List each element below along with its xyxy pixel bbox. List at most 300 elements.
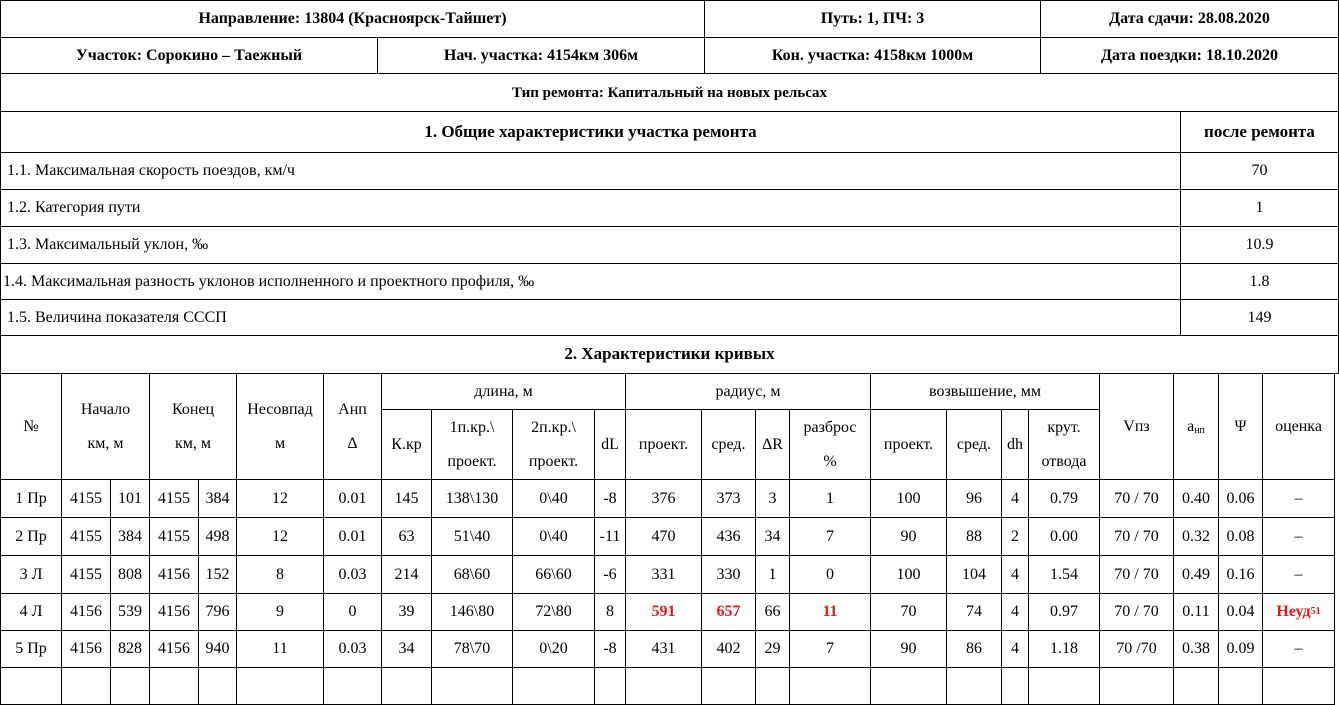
curve-value-r-delta: 29 <box>764 640 781 658</box>
curve-value-e-km: 4156 <box>158 640 190 658</box>
col-header-kkr: К.кр <box>382 410 432 480</box>
curve-cell-e-m <box>199 556 237 594</box>
curve-cell-num <box>0 480 62 518</box>
curve-cell-pk2 <box>513 631 595 668</box>
curve-value-grade: Неуд <box>1276 603 1311 621</box>
curve-cell-e-m <box>199 631 237 668</box>
curve-value-vpz: 70 /70 <box>1116 640 1157 658</box>
empty-cell <box>1029 668 1100 705</box>
direction-label: Направление: 13804 (Красноярск-Тайшет) <box>0 1 705 38</box>
curve-cell-psi <box>1219 594 1263 631</box>
curve-cell-s-m <box>111 480 150 518</box>
curve-value-pk1: 51\40 <box>453 527 491 545</box>
curve-value-s-m: 539 <box>118 603 142 621</box>
curve-value-kkr: 39 <box>398 603 415 621</box>
curve-value-e-m: 152 <box>205 565 230 583</box>
curve-value-e-dh: 4 <box>1011 489 1019 507</box>
col-header-radius-spread <box>790 410 871 480</box>
curve-cell-pk1 <box>432 518 513 556</box>
curve-cell-r-avg <box>702 556 756 594</box>
curve-cell-a <box>1174 518 1219 556</box>
curve-value-e-m: 796 <box>205 603 230 621</box>
col-header-radius-proj: проект. <box>626 410 702 480</box>
curve-value-e-proj: 90 <box>900 640 917 658</box>
empty-cell <box>1174 668 1219 705</box>
curve-value-psi: 0.09 <box>1226 640 1255 658</box>
empty-cell <box>111 668 150 705</box>
col-header-elev-proj: проект. <box>871 410 947 480</box>
section-start-label: Нач. участка: 4154км 306м <box>378 38 705 74</box>
curve-value-dl: -11 <box>599 527 621 545</box>
curve-cell-e-m <box>199 480 237 518</box>
curve-value-a: 0.40 <box>1182 489 1210 507</box>
curve-cell-r-spread <box>790 631 871 668</box>
curve-cell-e-m <box>199 594 237 631</box>
curve-value-a: 0.38 <box>1182 640 1210 658</box>
curve-value-r-spread: 7 <box>826 640 834 658</box>
curve-value-grade: – <box>1294 565 1303 583</box>
empty-cell <box>790 668 871 705</box>
curve-value-s-km: 4155 <box>70 527 102 545</box>
curve-cell-r-delta <box>756 631 790 668</box>
curve-value-pk2: 0\40 <box>539 489 568 507</box>
empty-cell <box>626 668 702 705</box>
col-header-mismatch <box>237 374 324 480</box>
curve-value-kkr: 63 <box>398 527 415 545</box>
curve-value-dl: 8 <box>606 603 614 621</box>
curve-value-num: 3 Л <box>19 565 43 583</box>
curve-value-e-km: 4156 <box>158 603 190 621</box>
curve-cell-mismatch <box>237 631 324 668</box>
curve-row <box>0 556 1339 594</box>
after-repair-header: после ремонта <box>1181 112 1339 153</box>
curve-cell-anp <box>324 556 382 594</box>
col-header-end <box>150 374 237 480</box>
empty-cell <box>871 668 947 705</box>
curve-value-e-km: 4155 <box>158 527 190 545</box>
curves-section-title: 2. Характеристики кривых <box>0 336 1339 374</box>
col-header-anp <box>324 374 382 480</box>
curve-cell-r-avg <box>702 480 756 518</box>
col-header-pk1-line2: проект. <box>447 452 497 470</box>
curve-value-pk2: 66\60 <box>535 565 572 583</box>
curve-value-s-km: 4155 <box>70 565 102 583</box>
curve-value-r-delta: 1 <box>768 565 777 583</box>
curve-cell-psi <box>1219 518 1263 556</box>
col-header-elev-steep-line1: крут. <box>1047 418 1081 436</box>
curve-cell-r-avg <box>702 594 756 631</box>
curve-row <box>0 631 1339 668</box>
curve-cell-mismatch <box>237 594 324 631</box>
general-item-value: 10.9 <box>1181 227 1339 264</box>
curve-value-r-avg: 436 <box>716 527 741 545</box>
col-header-end-line2: км, м <box>174 434 212 452</box>
curve-value-vpz: 70 / 70 <box>1114 527 1159 545</box>
curve-value-pk2: 72\80 <box>535 603 572 621</box>
general-item-label: 1.2. Категория пути <box>0 190 1181 227</box>
empty-cell <box>947 668 1002 705</box>
curve-value-e-dh: 2 <box>1011 527 1019 545</box>
curve-value-e-steep: 0.97 <box>1050 603 1078 621</box>
curve-cell-grade <box>1263 480 1335 518</box>
curve-value-dl: -8 <box>603 489 617 507</box>
curve-cell-kkr <box>382 631 432 668</box>
empty-row <box>0 668 1339 705</box>
curve-value-e-proj: 70 <box>900 603 917 621</box>
curve-cell-r-delta <box>756 594 790 631</box>
general-item-label: 1.4. Максимальная разность уклонов исполненного и проектного профиля, ‰ <box>0 264 1181 300</box>
col-header-anp-line2: Δ <box>347 434 358 452</box>
curve-value-r-spread: 0 <box>826 565 834 583</box>
curve-value-psi: 0.04 <box>1226 603 1255 621</box>
col-header-mismatch-line2: м <box>274 434 286 452</box>
curve-cell-vpz <box>1100 518 1174 556</box>
col-header-end-line1: Конец <box>171 400 215 418</box>
curve-row <box>0 594 1339 631</box>
curve-value-r-spread: 7 <box>826 527 834 545</box>
col-header-mismatch-line1: Несовпад <box>247 400 313 418</box>
general-item-label: 1.5. Величина показателя СССП <box>0 300 1181 336</box>
curve-value-grade: – <box>1294 527 1303 545</box>
curve-value-e-dh: 4 <box>1011 565 1019 583</box>
curve-value-s-m: 808 <box>118 565 142 583</box>
curve-cell-e-avg <box>947 518 1002 556</box>
curve-value-pk1: 78\70 <box>453 640 491 658</box>
curve-value-anp: 0.03 <box>338 640 367 658</box>
col-header-pk1-line1: 1п.кр.\ <box>449 418 495 436</box>
curve-cell-e-km <box>150 594 199 631</box>
curve-cell-s-km <box>62 480 111 518</box>
repair-type-row <box>0 74 1339 112</box>
general-item-value: 1 <box>1181 190 1339 227</box>
curve-value-r-proj: 331 <box>651 565 676 583</box>
curve-cell-e-km <box>150 518 199 556</box>
general-item-label: 1.3. Максимальный уклон, ‰ <box>0 227 1181 264</box>
curve-cell-grade <box>1263 631 1335 668</box>
curve-value-dl: -8 <box>603 640 617 658</box>
general-section-title: 1. Общие характеристики участка ремонта <box>0 112 1181 153</box>
curve-row <box>0 518 1339 556</box>
curve-value-a: 0.11 <box>1182 603 1210 621</box>
curve-value-e-steep: 0.00 <box>1050 527 1078 545</box>
curve-cell-kkr <box>382 480 432 518</box>
curve-value-pk1: 146\80 <box>449 603 495 621</box>
curve-value-e-m: 940 <box>205 640 230 658</box>
empty-cell <box>199 668 237 705</box>
general-item-value: 149 <box>1181 300 1339 336</box>
curve-value-num: 1 Пр <box>15 489 47 507</box>
curve-cell-e-km <box>150 556 199 594</box>
col-header-grade: оценка <box>1263 374 1335 480</box>
curve-cell-pk2 <box>513 556 595 594</box>
curve-value-e-steep: 1.18 <box>1050 640 1078 658</box>
curve-cell-e-km <box>150 631 199 668</box>
curve-cell-e-steep <box>1029 556 1100 594</box>
col-header-a-sub: нп <box>1194 424 1205 436</box>
curve-value-mismatch: 12 <box>272 527 288 545</box>
curve-cell-r-proj <box>626 594 702 631</box>
curve-cell-e-steep <box>1029 518 1100 556</box>
curve-cell-e-proj <box>871 480 947 518</box>
empty-cell <box>150 668 199 705</box>
curve-value-pk2: 0\20 <box>539 640 568 658</box>
curve-value-mismatch: 9 <box>276 603 284 621</box>
curve-value-r-delta: 66 <box>764 603 781 621</box>
curve-cell-grade <box>1263 518 1335 556</box>
curve-cell-e-dh <box>1002 631 1029 668</box>
col-header-vpz: Vпз <box>1100 374 1174 480</box>
curve-value-r-proj: 376 <box>651 489 676 507</box>
curve-value-pk1: 138\130 <box>445 489 499 507</box>
curve-row <box>0 480 1339 518</box>
curve-cell-r-proj <box>626 556 702 594</box>
col-header-elev-steep-line2: отвода <box>1041 452 1087 470</box>
curve-value-e-dh: 4 <box>1011 603 1019 621</box>
curve-cell-s-km <box>62 556 111 594</box>
curve-cell-dl <box>595 631 626 668</box>
curve-cell-e-avg <box>947 480 1002 518</box>
track-label: Путь: 1, ПЧ: 3 <box>705 1 1041 38</box>
trip-date-label: Дата поездки: 18.10.2020 <box>1041 38 1339 74</box>
curve-cell-e-steep <box>1029 480 1100 518</box>
curve-cell-vpz <box>1100 480 1174 518</box>
curve-value-e-avg: 104 <box>962 565 986 583</box>
empty-cell <box>1219 668 1263 705</box>
curve-value-s-m: 828 <box>118 640 142 658</box>
curve-value-e-steep: 0.79 <box>1050 489 1078 507</box>
curve-value-r-avg: 373 <box>716 489 741 507</box>
curve-cell-psi <box>1219 631 1263 668</box>
curve-cell-pk1 <box>432 631 513 668</box>
curve-cell-r-spread <box>790 594 871 631</box>
col-header-start-line2: км, м <box>87 434 124 452</box>
curve-value-num: 2 Пр <box>15 527 47 545</box>
curve-cell-anp <box>324 480 382 518</box>
col-header-elev-avg: сред. <box>947 410 1002 480</box>
curve-cell-e-avg <box>947 631 1002 668</box>
curve-value-anp: 0.01 <box>338 489 367 507</box>
curve-value-vpz: 70 / 70 <box>1114 489 1159 507</box>
curve-value-e-m: 498 <box>205 527 230 545</box>
curve-value-e-proj: 90 <box>900 527 917 545</box>
col-header-start <box>62 374 150 480</box>
curve-value-r-spread: 11 <box>822 603 838 621</box>
col-header-radius-spread-line1: разброс <box>803 418 857 436</box>
repair-type-label: Тип ремонта: Капитальный на новых рельсах <box>0 74 1339 112</box>
curve-cell-r-spread <box>790 518 871 556</box>
delivery-date-label: Дата сдачи: 28.08.2020 <box>1041 1 1339 38</box>
curve-value-s-km: 4155 <box>70 489 102 507</box>
empty-cell <box>756 668 790 705</box>
curve-value-e-avg: 88 <box>966 527 982 545</box>
curve-cell-s-m <box>111 556 150 594</box>
empty-cell <box>595 668 626 705</box>
col-group-elevation: возвышение, мм <box>871 374 1100 410</box>
curve-value-mismatch: 8 <box>276 565 284 583</box>
curve-value-a: 0.49 <box>1182 565 1210 583</box>
curve-value-mismatch: 12 <box>272 489 288 507</box>
curve-cell-e-avg <box>947 594 1002 631</box>
general-item-row <box>0 190 1339 227</box>
curve-cell-r-delta <box>756 480 790 518</box>
general-title-row <box>0 112 1339 153</box>
col-header-pk2 <box>513 410 595 480</box>
curve-cell-mismatch <box>237 518 324 556</box>
curve-cell-dl <box>595 594 626 631</box>
empty-cell <box>237 668 324 705</box>
curve-cell-e-dh <box>1002 594 1029 631</box>
curve-cell-e-steep <box>1029 631 1100 668</box>
curve-cell-r-avg <box>702 518 756 556</box>
col-group-length: длина, м <box>382 374 626 410</box>
curve-value-e-m: 384 <box>205 489 230 507</box>
general-item-label: 1.1. Максимальная скорость поездов, км/ч <box>0 153 1181 190</box>
curve-value-pk2: 0\40 <box>539 527 568 545</box>
curve-cell-r-delta <box>756 556 790 594</box>
curve-value-grade: – <box>1294 489 1303 507</box>
curve-cell-pk2 <box>513 480 595 518</box>
curve-value-anp: 0.03 <box>338 565 367 583</box>
col-header-psi: Ψ <box>1219 374 1263 480</box>
curve-cell-num <box>0 518 62 556</box>
curve-cell-dl <box>595 556 626 594</box>
curve-cell-pk1 <box>432 556 513 594</box>
curve-cell-kkr <box>382 518 432 556</box>
curve-value-vpz: 70 / 70 <box>1114 565 1159 583</box>
curve-cell-s-m <box>111 594 150 631</box>
empty-cell <box>432 668 513 705</box>
curve-value-vpz: 70 / 70 <box>1114 603 1159 621</box>
empty-cell <box>1100 668 1174 705</box>
curve-cell-s-km <box>62 518 111 556</box>
empty-cell <box>1263 668 1335 705</box>
col-header-elev-dh: dh <box>1002 410 1029 480</box>
curve-cell-r-spread <box>790 480 871 518</box>
curve-value-e-proj: 100 <box>896 565 921 583</box>
curve-value-e-km: 4156 <box>158 565 190 583</box>
curve-value-s-m: 101 <box>118 489 142 507</box>
curve-value-e-km: 4155 <box>158 489 190 507</box>
col-header-pk2-line2: проект. <box>528 452 579 470</box>
curve-cell-r-avg <box>702 631 756 668</box>
curve-cell-r-spread <box>790 556 871 594</box>
col-header-radius-delta: ΔR <box>756 410 790 480</box>
curve-value-r-avg: 330 <box>716 565 741 583</box>
general-item-row <box>0 300 1339 336</box>
empty-cell <box>702 668 756 705</box>
curve-value-r-spread: 1 <box>826 489 834 507</box>
curve-cell-e-steep <box>1029 594 1100 631</box>
curve-value-e-dh: 4 <box>1011 640 1019 658</box>
curve-cell-e-km <box>150 480 199 518</box>
curve-cell-grade: Неуд 51 <box>1263 594 1335 631</box>
curve-cell-pk1 <box>432 594 513 631</box>
col-header-start-line1: Начало <box>80 400 131 418</box>
curve-cell-a <box>1174 556 1219 594</box>
curve-value-dl: -6 <box>603 565 617 583</box>
curve-cell-num <box>0 594 62 631</box>
curve-value-anp: 0 <box>348 603 357 621</box>
curve-value-a: 0.32 <box>1182 527 1210 545</box>
curve-value-s-km: 4156 <box>70 603 102 621</box>
curve-value-r-avg: 657 <box>716 603 741 621</box>
curve-cell-pk2 <box>513 594 595 631</box>
curve-cell-kkr <box>382 594 432 631</box>
curve-cell-e-proj <box>871 518 947 556</box>
curve-value-e-proj: 100 <box>896 489 921 507</box>
curve-cell-mismatch <box>237 480 324 518</box>
curve-cell-e-dh <box>1002 480 1029 518</box>
curve-cell-vpz <box>1100 594 1174 631</box>
empty-cell <box>513 668 595 705</box>
curve-cell-dl <box>595 518 626 556</box>
curve-cell-mismatch <box>237 556 324 594</box>
curve-value-num: 5 Пр <box>15 640 47 658</box>
curve-cell-pk1 <box>432 480 513 518</box>
curve-value-e-avg: 86 <box>966 640 982 658</box>
curve-cell-vpz <box>1100 631 1174 668</box>
curve-cell-r-delta <box>756 518 790 556</box>
curve-cell-vpz <box>1100 556 1174 594</box>
curve-value-r-proj: 470 <box>651 527 676 545</box>
section-label: Участок: Сорокино – Таежный <box>0 38 378 74</box>
empty-cell <box>324 668 382 705</box>
col-header-elev-steep <box>1029 410 1100 480</box>
curve-value-psi: 0.08 <box>1226 527 1255 545</box>
curve-value-kkr: 145 <box>394 489 419 507</box>
col-header-num: № <box>0 374 62 480</box>
curve-value-pk1: 68\60 <box>453 565 491 583</box>
curve-cell-e-dh <box>1002 556 1029 594</box>
curve-cell-psi <box>1219 480 1263 518</box>
curve-value-kkr: 214 <box>394 565 419 583</box>
curves-header <box>0 374 1339 480</box>
curve-value-r-proj: 431 <box>651 640 676 658</box>
curve-cell-num <box>0 631 62 668</box>
curve-value-r-delta: 3 <box>768 489 777 507</box>
curve-value-psi: 0.16 <box>1226 565 1255 583</box>
curve-value-r-delta: 34 <box>764 527 781 545</box>
col-header-pk2-line1: 2п.кр.\ <box>531 418 576 436</box>
header-row-2 <box>0 38 1339 74</box>
curve-cell-e-m <box>199 518 237 556</box>
col-header-dl: dL <box>595 410 626 480</box>
curve-cell-grade <box>1263 556 1335 594</box>
curve-cell-a <box>1174 594 1219 631</box>
col-header-radius-spread-line2: % <box>823 452 837 470</box>
curve-cell-anp <box>324 594 382 631</box>
section-end-label: Кон. участка: 4158км 1000м <box>705 38 1041 74</box>
col-header-radius-avg: сред. <box>702 410 756 480</box>
curve-cell-e-proj <box>871 631 947 668</box>
general-item-value: 1.8 <box>1181 264 1339 300</box>
curve-cell-kkr <box>382 556 432 594</box>
curve-cell-anp <box>324 518 382 556</box>
curve-cell-e-proj <box>871 556 947 594</box>
general-item-row <box>0 227 1339 264</box>
curve-cell-a <box>1174 631 1219 668</box>
curve-value-num: 4 Л <box>19 603 43 621</box>
curve-cell-s-m <box>111 518 150 556</box>
curve-cell-s-m <box>111 631 150 668</box>
curve-cell-s-km <box>62 594 111 631</box>
curve-value-e-steep: 1.54 <box>1050 565 1078 583</box>
empty-cell <box>382 668 432 705</box>
curve-cell-r-proj <box>626 631 702 668</box>
curve-cell-e-proj <box>871 594 947 631</box>
curves-title-row <box>0 336 1339 374</box>
curve-value-r-avg: 402 <box>716 640 741 658</box>
